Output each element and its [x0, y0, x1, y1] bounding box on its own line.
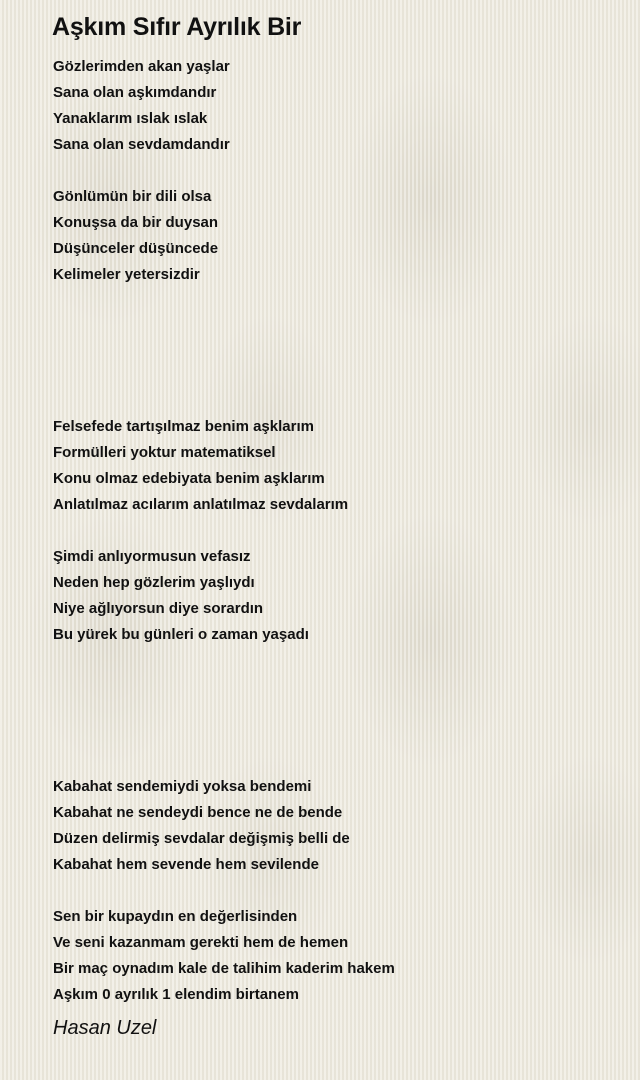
poem-title: Aşkım Sıfır Ayrılık Bir: [52, 13, 302, 41]
poem-line: Kelimeler yetersizdir: [53, 266, 200, 283]
stanza-4: [53, 544, 623, 648]
poem-line: Formülleri yoktur matematiksel: [53, 444, 276, 461]
poem-line: Sana olan aşkımdandır: [53, 84, 217, 101]
poem-line: Anlatılmaz acılarım anlatılmaz sevdalarım: [53, 496, 349, 513]
stanza-2: [53, 184, 623, 288]
poem-line: Konuşsa da bir duysan: [53, 214, 219, 231]
poem-line: Aşkım 0 ayrılık 1 elendim birtanem: [53, 986, 299, 1003]
poem-line: Felsefede tartışılmaz benim aşklarım: [53, 418, 314, 435]
poem-line: Düşünceler düşüncede: [53, 240, 219, 257]
poem-line: Ve seni kazanmam gerekti hem de hemen: [53, 934, 349, 951]
poem-line: Düzen delirmiş sevdalar değişmiş belli de: [53, 830, 350, 847]
poem-line: Şimdi anlıyormusun vefasız: [53, 548, 251, 565]
poem-line: Gözlerimden akan yaşlar: [53, 58, 230, 75]
poem-line: Gönlümün bir dili olsa: [53, 188, 212, 205]
poem-line: Konu olmaz edebiyata benim aşklarım: [53, 470, 325, 487]
poem-line: Kabahat sendemiydi yoksa bendemi: [53, 778, 312, 795]
stanza-gap: [53, 878, 623, 904]
poem-line: Bir maç oynadım kale de talihim kaderim hakem: [53, 960, 395, 977]
stanza-3: [53, 414, 623, 518]
stanza-6: [53, 904, 623, 1008]
section-gap: [53, 288, 623, 414]
stanza-5: [53, 774, 623, 878]
poem-line: Yanaklarım ıslak ıslak: [53, 110, 208, 127]
poem-line: Sana olan sevdamdandır: [53, 136, 230, 153]
poem-author: Hasan Uzel: [53, 1017, 157, 1039]
poem-line: Neden hep gözlerim yaşlıydı: [53, 574, 255, 591]
poem-page: [53, 12, 623, 1040]
poem-line: Niye ağlıyorsun diye sorardın: [53, 600, 264, 617]
poem-line: Sen bir kupaydın en değerlisinden: [53, 908, 298, 925]
section-gap: [53, 648, 623, 774]
stanza-gap: [53, 518, 623, 544]
stanza-gap: [53, 158, 623, 184]
poem-line: Kabahat ne sendeydi bence ne de bende: [53, 804, 343, 821]
poem-line: Bu yürek bu günleri o zaman yaşadı: [53, 626, 309, 643]
stanza-1: [53, 54, 623, 158]
poem-line: Kabahat hem sevende hem sevilende: [53, 856, 319, 873]
